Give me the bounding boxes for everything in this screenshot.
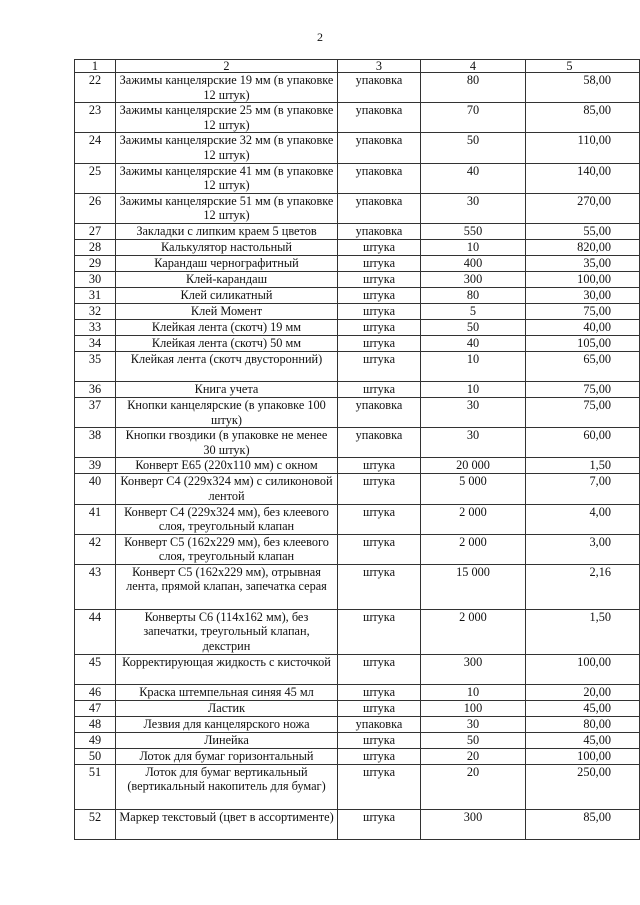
table-row [75,335,640,351]
item-name-cell: Конверт Е65 (220х110 мм) с окном [116,458,338,474]
unit-cell: штука [338,319,421,335]
quantity-cell: 50 [421,319,526,335]
unit-cell: штука [338,732,421,748]
table-row [75,732,640,748]
quantity-cell: 10 [421,239,526,255]
price-cell: 2,16 [526,564,640,609]
quantity-cell: 400 [421,255,526,271]
table-row [75,223,640,239]
quantity-cell: 100 [421,700,526,716]
table-row [75,319,640,335]
price-cell: 1,50 [526,458,640,474]
table-row [75,609,640,654]
unit-cell: упаковка [338,73,421,103]
table-row [75,764,640,809]
item-name-cell: Лезвия для канцелярского ножа [116,716,338,732]
quantity-cell: 20 [421,748,526,764]
quantity-cell: 15 000 [421,564,526,609]
row-number-cell: 45 [75,654,116,684]
table-body [75,73,640,840]
unit-cell: упаковка [338,716,421,732]
row-number-cell: 38 [75,428,116,458]
row-number-cell: 33 [75,319,116,335]
price-cell: 85,00 [526,103,640,133]
unit-cell: штука [338,764,421,809]
quantity-cell: 10 [421,381,526,397]
unit-cell: штука [338,271,421,287]
quantity-cell: 20 000 [421,458,526,474]
table-row [75,239,640,255]
column-header: 3 [338,60,421,73]
item-name-cell: Зажимы канцелярские 19 мм (в упаковке 12 штук) [116,73,338,103]
item-name-cell: Маркер текстовый (цвет в ассортименте) [116,809,338,839]
row-number-cell: 39 [75,458,116,474]
item-name-cell: Конверт С4 (229х324 мм) с силиконовой лентой [116,474,338,504]
table-row [75,381,640,397]
price-cell: 105,00 [526,335,640,351]
quantity-cell: 70 [421,103,526,133]
row-number-cell: 49 [75,732,116,748]
column-header: 4 [421,60,526,73]
row-number-cell: 35 [75,351,116,381]
quantity-cell: 30 [421,193,526,223]
table-row [75,700,640,716]
item-name-cell: Линейка [116,732,338,748]
row-number-cell: 24 [75,133,116,163]
price-cell: 85,00 [526,809,640,839]
quantity-cell: 20 [421,764,526,809]
item-name-cell: Зажимы канцелярские 25 мм (в упаковке 12 штук) [116,103,338,133]
row-number-cell: 51 [75,764,116,809]
unit-cell: штука [338,534,421,564]
unit-cell: штука [338,303,421,319]
quantity-cell: 50 [421,732,526,748]
row-number-cell: 32 [75,303,116,319]
price-cell: 100,00 [526,748,640,764]
price-cell: 4,00 [526,504,640,534]
price-cell: 7,00 [526,474,640,504]
column-header: 5 [526,60,640,73]
table-row [75,458,640,474]
unit-cell: упаковка [338,133,421,163]
table-header-row [75,60,640,73]
row-number-cell: 37 [75,397,116,427]
item-name-cell: Корректирующая жидкость с кисточкой [116,654,338,684]
unit-cell: штука [338,609,421,654]
price-cell: 820,00 [526,239,640,255]
item-name-cell: Калькулятор настольный [116,239,338,255]
unit-cell: упаковка [338,397,421,427]
row-number-cell: 27 [75,223,116,239]
unit-cell: штука [338,255,421,271]
page-number: 2 [317,30,323,44]
item-name-cell: Клей силикатный [116,287,338,303]
table-row [75,654,640,684]
price-cell: 100,00 [526,271,640,287]
item-name-cell: Клейкая лента (скотч) 50 мм [116,335,338,351]
unit-cell: штука [338,381,421,397]
row-number-cell: 30 [75,271,116,287]
price-cell: 20,00 [526,684,640,700]
table-row [75,564,640,609]
item-name-cell: Карандаш чернографитный [116,255,338,271]
price-cell: 80,00 [526,716,640,732]
unit-cell: штука [338,351,421,381]
item-name-cell: Закладки с липким краем 5 цветов [116,223,338,239]
quantity-cell: 2 000 [421,504,526,534]
quantity-cell: 5 000 [421,474,526,504]
unit-cell: упаковка [338,163,421,193]
table-row [75,397,640,427]
unit-cell: упаковка [338,223,421,239]
row-number-cell: 34 [75,335,116,351]
unit-cell: штука [338,335,421,351]
unit-cell: штука [338,748,421,764]
table-row [75,351,640,381]
item-name-cell: Лоток для бумаг вертикальный (вертикальный накопитель для бумаг) [116,764,338,809]
table-row [75,809,640,839]
price-cell: 30,00 [526,287,640,303]
row-number-cell: 22 [75,73,116,103]
unit-cell: штука [338,564,421,609]
table-row [75,303,640,319]
quantity-cell: 30 [421,716,526,732]
quantity-cell: 5 [421,303,526,319]
unit-cell: упаковка [338,193,421,223]
row-number-cell: 40 [75,474,116,504]
price-cell: 3,00 [526,534,640,564]
items-table [74,59,640,840]
price-cell: 58,00 [526,73,640,103]
price-cell: 75,00 [526,303,640,319]
table-row [75,133,640,163]
price-cell: 140,00 [526,163,640,193]
price-cell: 40,00 [526,319,640,335]
quantity-cell: 30 [421,397,526,427]
unit-cell: штука [338,809,421,839]
quantity-cell: 300 [421,809,526,839]
unit-cell: упаковка [338,428,421,458]
row-number-cell: 28 [75,239,116,255]
price-cell: 270,00 [526,193,640,223]
row-number-cell: 23 [75,103,116,133]
item-name-cell: Краска штемпельная синяя 45 мл [116,684,338,700]
quantity-cell: 2 000 [421,609,526,654]
item-name-cell: Конверт С4 (229х324 мм), без клеевого слоя, треугольный клапан [116,504,338,534]
table-row [75,103,640,133]
row-number-cell: 44 [75,609,116,654]
row-number-cell: 48 [75,716,116,732]
item-name-cell: Клей-карандаш [116,271,338,287]
item-name-cell: Конверт С5 (162х229 мм), без клеевого слоя, треугольный клапан [116,534,338,564]
item-name-cell: Ластик [116,700,338,716]
row-number-cell: 42 [75,534,116,564]
item-name-cell: Лоток для бумаг горизонтальный [116,748,338,764]
table-row [75,716,640,732]
row-number-cell: 36 [75,381,116,397]
item-name-cell: Зажимы канцелярские 41 мм (в упаковке 12 штук) [116,163,338,193]
unit-cell: штука [338,458,421,474]
price-cell: 60,00 [526,428,640,458]
price-cell: 100,00 [526,654,640,684]
table-row [75,748,640,764]
price-cell: 45,00 [526,700,640,716]
price-cell: 75,00 [526,381,640,397]
row-number-cell: 26 [75,193,116,223]
item-name-cell: Книга учета [116,381,338,397]
unit-cell: штука [338,654,421,684]
table-row [75,474,640,504]
column-header: 1 [75,60,116,73]
item-name-cell: Клейкая лента (скотч) 19 мм [116,319,338,335]
item-name-cell: Конверт С5 (162х229 мм), отрывная лента, прямой клапан, запечатка серая [116,564,338,609]
row-number-cell: 50 [75,748,116,764]
item-name-cell: Кнопки канцелярские (в упаковке 100 штук) [116,397,338,427]
item-name-cell: Клейкая лента (скотч двусторонний) [116,351,338,381]
quantity-cell: 50 [421,133,526,163]
item-name-cell: Зажимы канцелярские 51 мм (в упаковке 12 штук) [116,193,338,223]
row-number-cell: 43 [75,564,116,609]
item-name-cell: Клей Момент [116,303,338,319]
row-number-cell: 52 [75,809,116,839]
unit-cell: штука [338,474,421,504]
unit-cell: штука [338,287,421,303]
column-header: 2 [116,60,338,73]
quantity-cell: 2 000 [421,534,526,564]
price-cell: 110,00 [526,133,640,163]
row-number-cell: 47 [75,700,116,716]
table-row [75,271,640,287]
item-name-cell: Конверты С6 (114х162 мм), без запечатки, треугольный клапан, декстрин [116,609,338,654]
price-cell: 65,00 [526,351,640,381]
table-row [75,73,640,103]
table-row [75,504,640,534]
table-row [75,163,640,193]
table-row [75,287,640,303]
quantity-cell: 300 [421,654,526,684]
unit-cell: штука [338,684,421,700]
table-row [75,193,640,223]
unit-cell: штука [338,700,421,716]
table-row [75,428,640,458]
unit-cell: штука [338,504,421,534]
item-name-cell: Зажимы канцелярские 32 мм (в упаковке 12 штук) [116,133,338,163]
table-row [75,255,640,271]
row-number-cell: 46 [75,684,116,700]
quantity-cell: 40 [421,335,526,351]
unit-cell: упаковка [338,103,421,133]
price-cell: 55,00 [526,223,640,239]
row-number-cell: 31 [75,287,116,303]
row-number-cell: 41 [75,504,116,534]
table-row [75,534,640,564]
quantity-cell: 30 [421,428,526,458]
quantity-cell: 80 [421,73,526,103]
price-cell: 1,50 [526,609,640,654]
quantity-cell: 10 [421,351,526,381]
quantity-cell: 10 [421,684,526,700]
quantity-cell: 300 [421,271,526,287]
quantity-cell: 550 [421,223,526,239]
quantity-cell: 40 [421,163,526,193]
price-cell: 250,00 [526,764,640,809]
price-cell: 45,00 [526,732,640,748]
row-number-cell: 25 [75,163,116,193]
price-cell: 35,00 [526,255,640,271]
row-number-cell: 29 [75,255,116,271]
unit-cell: штука [338,239,421,255]
table-row [75,684,640,700]
quantity-cell: 80 [421,287,526,303]
item-name-cell: Кнопки гвоздики (в упаковке не менее 30 штук) [116,428,338,458]
price-cell: 75,00 [526,397,640,427]
